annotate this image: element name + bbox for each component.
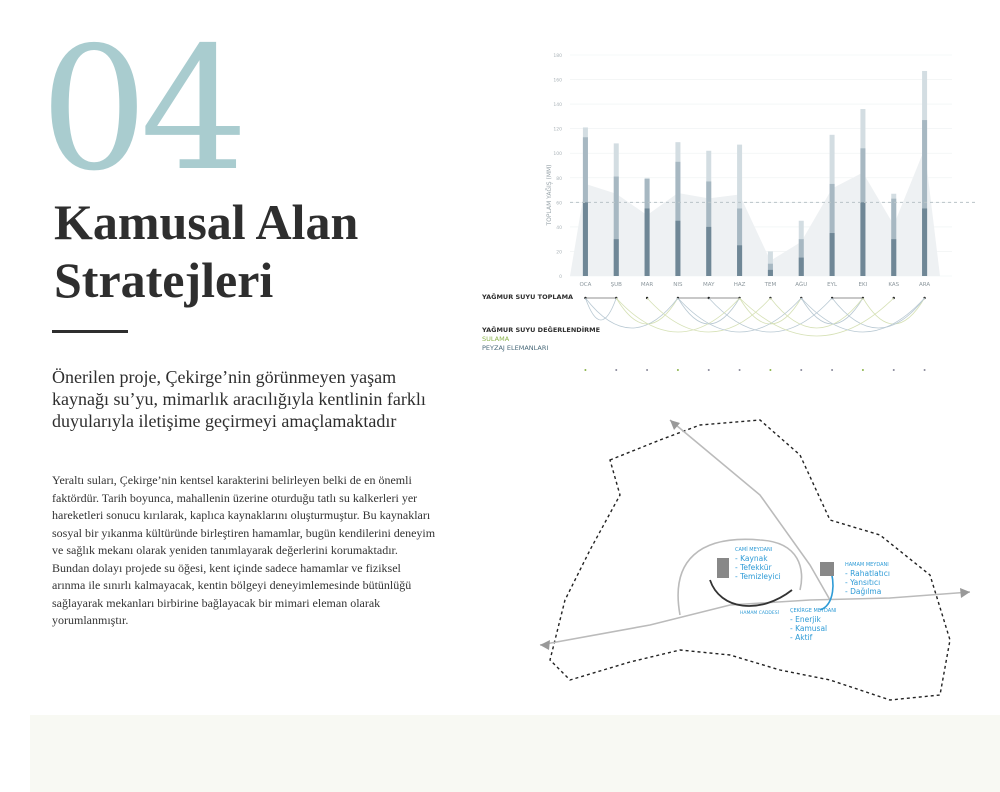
y-tick-label: 100: [553, 152, 562, 158]
arrow-north-icon: [670, 420, 680, 430]
bar-low: [645, 208, 650, 276]
y-ticks: [553, 53, 562, 280]
connection-arc: [678, 298, 801, 332]
x-tick-label: EYL: [827, 282, 838, 288]
month-marker: [615, 369, 617, 371]
connection-arc: [740, 298, 802, 324]
arrow-east-icon: [960, 588, 970, 598]
x-tick-label: EKI: [858, 282, 868, 288]
y-tick-label: 60: [556, 201, 562, 207]
x-tick-label: OCA: [579, 282, 592, 288]
cekirge-item-2: - Kamusal: [790, 624, 828, 633]
y-tick-label: 160: [553, 78, 562, 84]
bar-low: [583, 202, 588, 276]
connection-arc: [616, 298, 739, 332]
site-map: [530, 400, 990, 710]
connection-arc: [801, 298, 863, 324]
month-marker: [739, 369, 741, 371]
bar-low: [799, 258, 804, 276]
cami-item-2: - Tefekkür: [735, 563, 772, 572]
month-marker: [646, 369, 648, 371]
title-divider: [52, 330, 128, 333]
footer-band: [30, 715, 1000, 792]
street-label: HAMAM CADDESİ: [740, 611, 779, 616]
legend-collection: YAĞMUR SUYU TOPLAMA: [482, 293, 574, 301]
title-line-1: Kamusal Alan: [54, 194, 359, 250]
month-marker: [769, 369, 771, 371]
rainfall-chart: [482, 40, 970, 380]
main-road: [540, 592, 970, 645]
x-tick-label: ŞUB: [610, 282, 622, 288]
bar-low: [922, 208, 927, 276]
connection-arcs: [584, 297, 926, 371]
connection-arc: [832, 298, 925, 328]
hamam-building-icon: [820, 562, 834, 576]
legend-peyzaj: PEYZAJ ELEMANLARI: [482, 344, 549, 352]
x-ticks: [579, 281, 930, 288]
y-tick-label: 20: [556, 250, 562, 256]
y-tick-label: 140: [553, 103, 562, 109]
connection-arc: [863, 298, 925, 324]
bar-low: [706, 227, 711, 276]
connection-arc: [801, 298, 924, 332]
month-marker: [893, 369, 895, 371]
cekirge-item-3: - Aktif: [790, 633, 813, 642]
page-title: [54, 193, 474, 309]
bar-low: [860, 202, 865, 276]
hamam-item-2: - Yansıtıcı: [845, 578, 881, 587]
section-number: 04: [40, 11, 241, 209]
x-tick-label: ARA: [919, 282, 931, 288]
lead-paragraph: Önerilen proje, Çekirge’nin görünmeyen yaşam kaynağı su’yu, mimarlık aracılığıyla kentlinin farklı duyularıyla iletişime geçirmeyi amaçlamaktadır: [52, 367, 426, 431]
background-area: [570, 149, 940, 276]
x-tick-label: MAR: [640, 282, 654, 288]
mosque-building-icon: [717, 558, 729, 578]
month-marker: [924, 369, 926, 371]
month-marker: [584, 369, 586, 371]
chart-legend: [481, 292, 600, 352]
connection-arc: [647, 298, 770, 332]
month-marker: [677, 369, 679, 371]
hamam-heading: HAMAM MEYDANI: [845, 562, 889, 568]
month-marker: [708, 369, 710, 371]
y-tick-label: 40: [556, 225, 562, 231]
connection-arc: [678, 298, 740, 324]
connection-arc: [709, 298, 832, 332]
cami-item-1: - Kaynak: [735, 554, 768, 563]
y-axis-label: TOPLAM YAĞIŞ (MM): [546, 164, 553, 226]
body-paragraph: Yeraltı suları, Çekirge’nin kentsel karakterini belirleyen belki de en önemli faktördür. Tarih boyunca, mahallenin üzerine oturduğu tatlı su kalkerleri yer hareketleri sonucu kırılarak, kaplıca kaynaklarını oluşturmuştur. Bu kaynakları sosyal bir yıkanma kültüründe birleştiren hamamlar, bugün kendilerini deneyim ve sağlık mekanı olarak yeniden tanımlayarak değerlerini korumaktadır. Bundan dolayı projede su öğesi, kent içinde sadece hamamlar ve fiziksel arınma ile sınırlı kalmayacak, kentin bölgeyi deneyimlemesinde bütünlüğü sağlayarak mekanları birbirine bağlayacak bir mimari eleman olarak yorumlanmıştır.: [52, 473, 436, 627]
y-tick-label: 80: [556, 176, 562, 182]
month-marker: [800, 369, 802, 371]
legend-evaluation: YAĞMUR SUYU DEĞERLENDİRME: [482, 326, 601, 334]
chart-background-area: [570, 149, 940, 276]
y-tick-label: 120: [553, 127, 562, 133]
connection-arc: [585, 298, 616, 320]
bar-low: [830, 233, 835, 276]
bar-low: [614, 239, 619, 276]
y-tick-label: 180: [553, 54, 562, 59]
x-tick-label: NIS: [673, 282, 683, 288]
cekirge-item-1: - Enerjik: [790, 615, 821, 624]
cekirge-heading: ÇEKİRGE MEYDANI: [790, 608, 837, 614]
title-line-2: Stratejleri: [54, 252, 274, 308]
cami-heading: CAMİ MEYDANI: [735, 547, 773, 553]
x-tick-label: HAZ: [733, 282, 746, 288]
arrow-west-icon: [540, 640, 550, 650]
x-tick-label: TEM: [764, 282, 777, 288]
bar-low: [737, 245, 742, 276]
x-tick-label: AĞU: [795, 282, 808, 288]
hamam-item-1: - Rahatlatıcı: [845, 569, 890, 578]
cami-item-3: - Temizleyici: [735, 572, 781, 581]
x-tick-label: KAS: [888, 282, 900, 288]
hamam-item-3: - Dağılma: [845, 587, 882, 596]
bar-low: [768, 270, 773, 276]
month-marker: [831, 369, 833, 371]
month-marker: [862, 369, 864, 371]
bar-low: [675, 221, 680, 276]
connection-arc: [616, 298, 678, 324]
legend-sulama: SULAMA: [482, 335, 510, 343]
bar-low: [891, 239, 896, 276]
x-tick-label: MAY: [703, 282, 715, 288]
y-tick-label: 0: [559, 275, 562, 280]
